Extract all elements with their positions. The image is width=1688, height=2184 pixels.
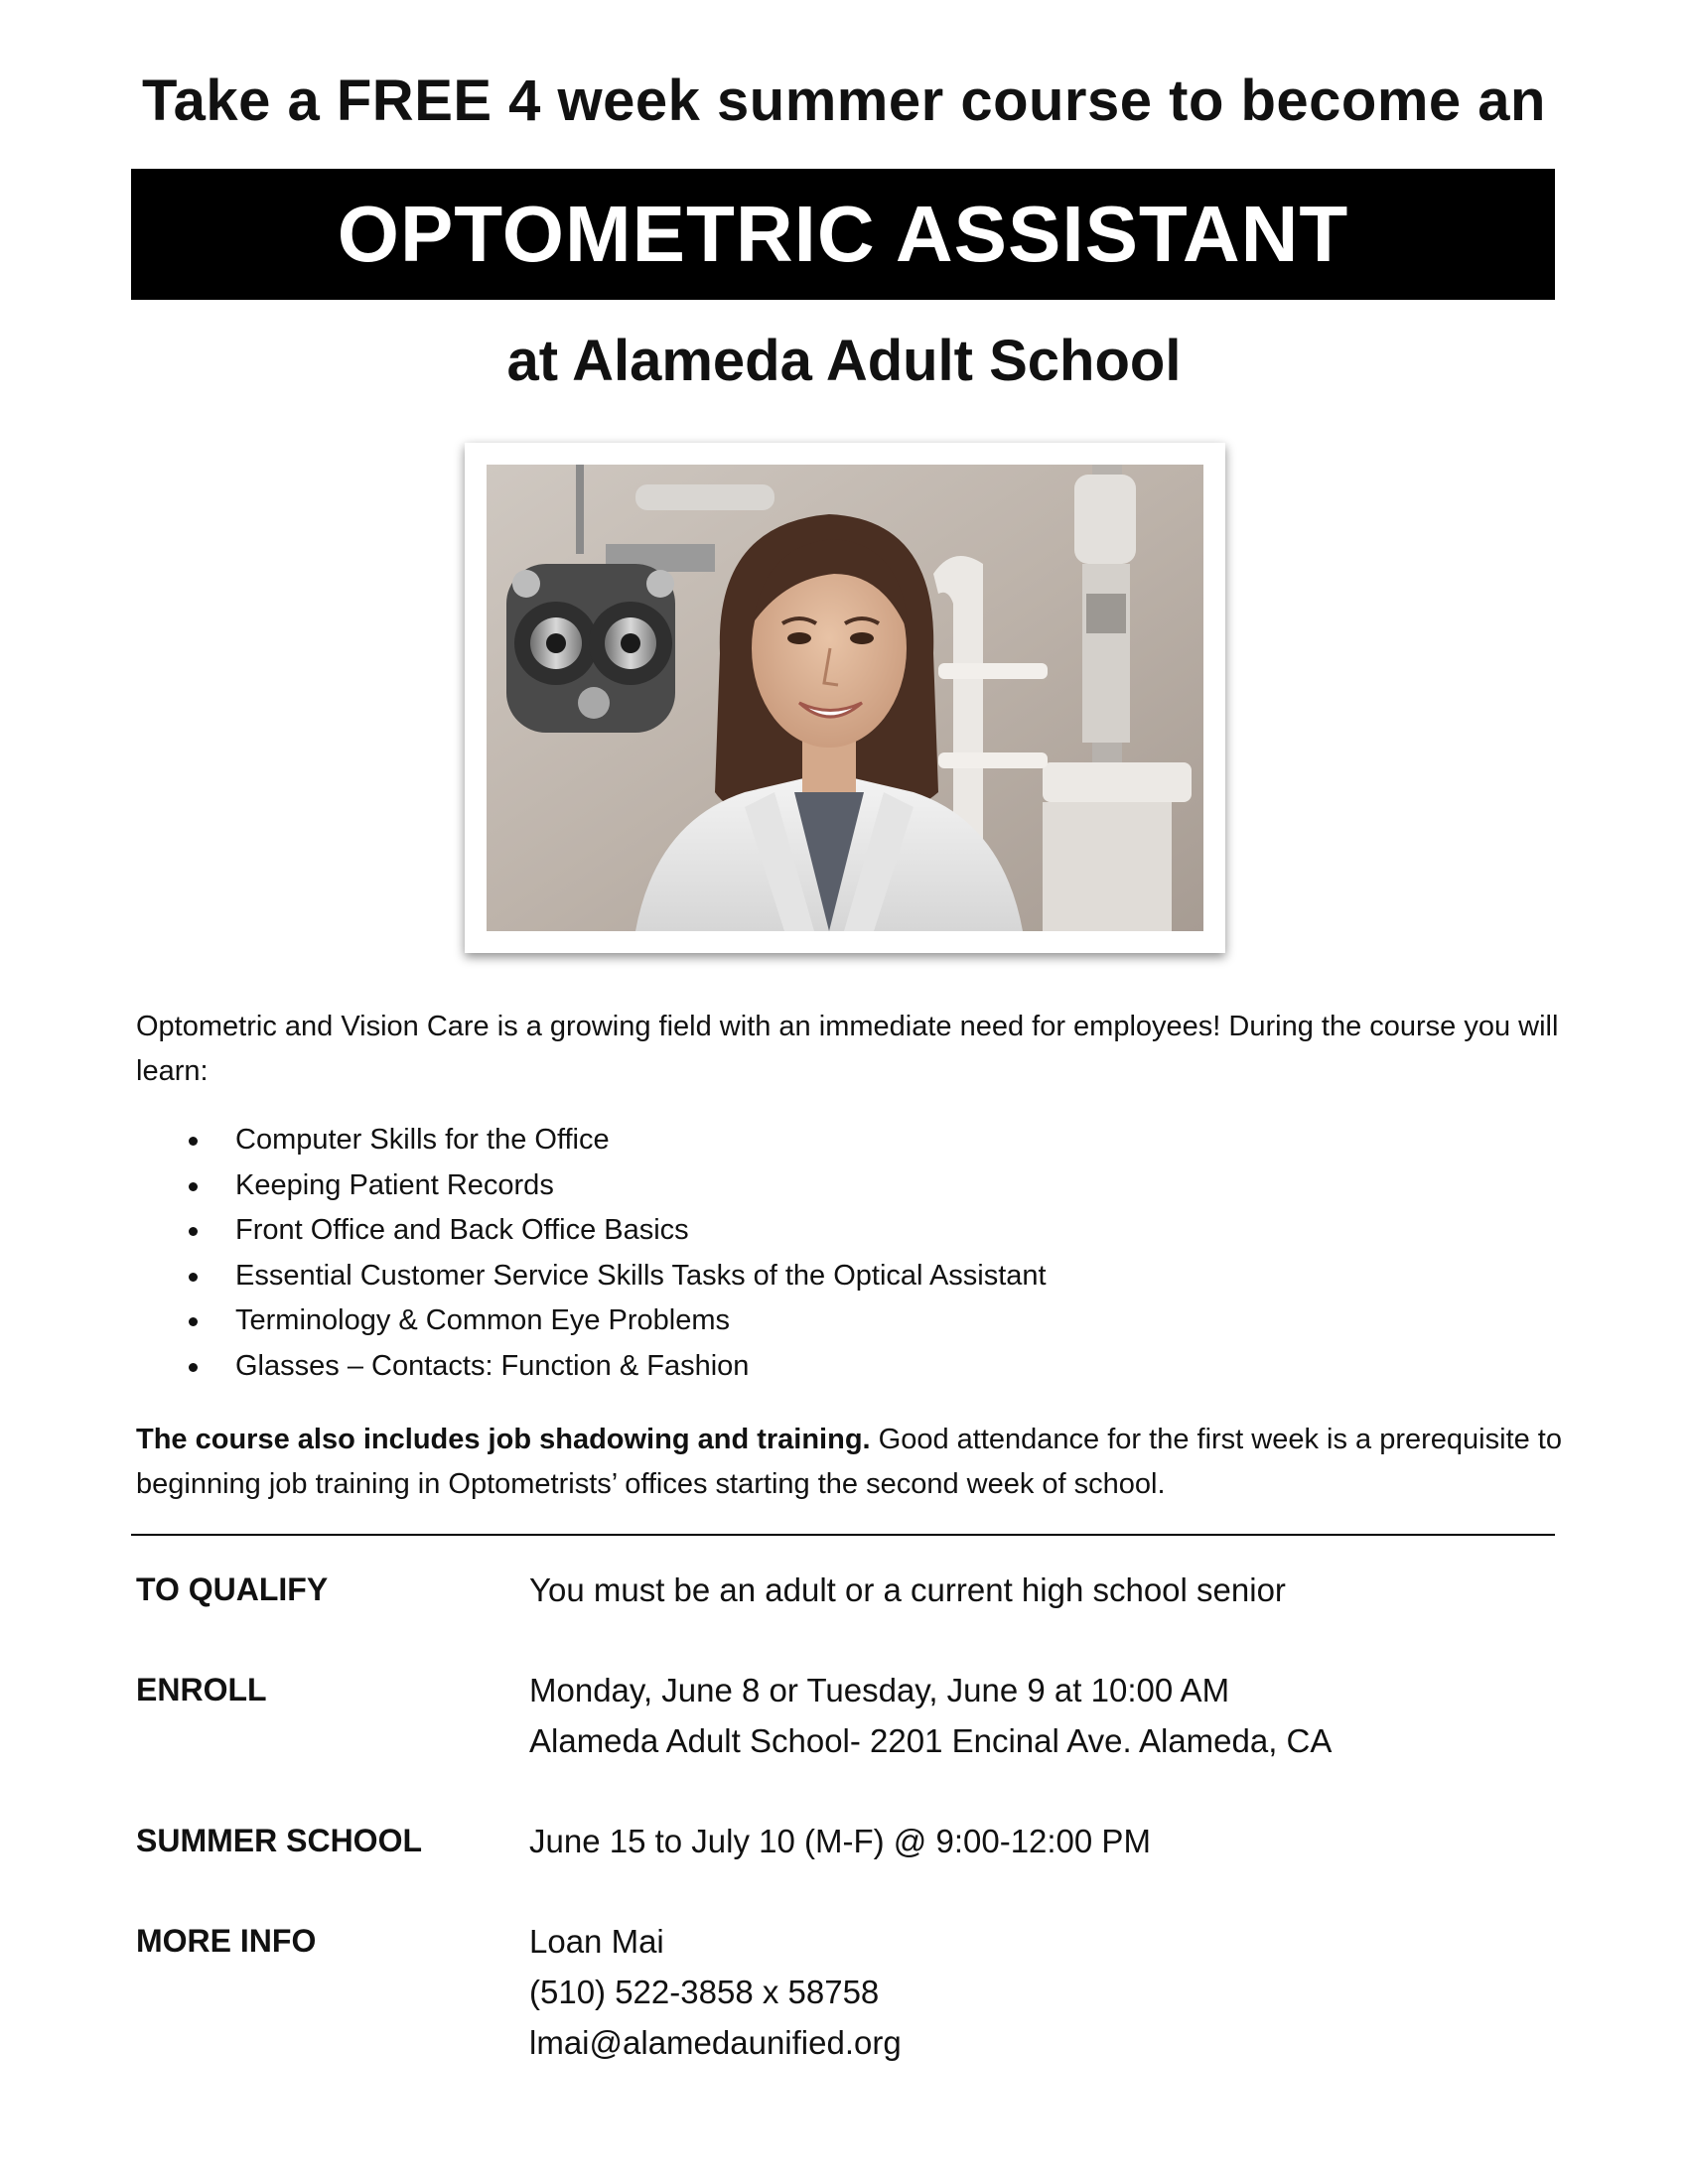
list-item: Keeping Patient Records [136, 1163, 1427, 1209]
summer-school-value: June 15 to July 10 (M-F) @ 9:00-12:00 PM [529, 1823, 1151, 1859]
note-bold: The course also includes job shadowing and training. [136, 1424, 871, 1455]
contact-name: Loan Mai [529, 1923, 664, 1960]
divider [131, 1534, 1555, 1536]
intro-paragraph: Optometric and Vision Care is a growing field with an immediate need for employees! During the course you will learn: [136, 1011, 1559, 1087]
photo-frame [465, 443, 1225, 953]
list-item: Front Office and Back Office Basics [136, 1208, 1427, 1254]
banner-title: OPTOMETRIC ASSISTANT [337, 190, 1349, 278]
bullet-icon [189, 1182, 198, 1191]
subtitle: at Alameda Adult School [506, 329, 1182, 393]
more-info-label: MORE INFO [136, 1923, 317, 1959]
headline: Take a FREE 4 week summer course to become an [142, 68, 1546, 133]
enroll-label: ENROLL [136, 1672, 267, 1707]
bullet-icon [189, 1273, 198, 1282]
list-item: Essential Customer Service Skills Tasks of the Optical Assistant [136, 1254, 1427, 1299]
bullet-icon [189, 1317, 198, 1326]
list-item: Computer Skills for the Office [136, 1118, 1427, 1163]
topics-list [136, 1118, 1427, 1390]
bullet-icon [189, 1227, 198, 1236]
contact-email[interactable]: lmai@alamedaunified.org [529, 2024, 902, 2061]
summer-school-label: SUMMER SCHOOL [136, 1823, 422, 1858]
qualify-label: TO QUALIFY [136, 1571, 329, 1607]
contact-phone: (510) 522-3858 x 58758 [529, 1974, 880, 2010]
list-item: Glasses – Contacts: Function & Fashion [136, 1344, 1427, 1390]
list-item: Terminology & Common Eye Problems [136, 1298, 1427, 1344]
note-text: Good attendance for the first week is a prerequisite to beginning job training in Optometrists’ offices starting the second week of school. [136, 1424, 1562, 1500]
bullet-icon [189, 1137, 198, 1146]
training-note [136, 1418, 1566, 1507]
qualify-value: You must be an adult or a current high school senior [529, 1571, 1286, 1608]
optometrist-photo [487, 465, 1203, 931]
more-info-value [529, 1916, 1572, 2068]
enroll-value: Monday, June 8 or Tuesday, June 9 at 10:00 AM Alameda Adult School- 2201 Encinal Ave. Alameda, CA [529, 1672, 1333, 1759]
title-banner [131, 169, 1555, 300]
bullet-icon [189, 1363, 198, 1372]
